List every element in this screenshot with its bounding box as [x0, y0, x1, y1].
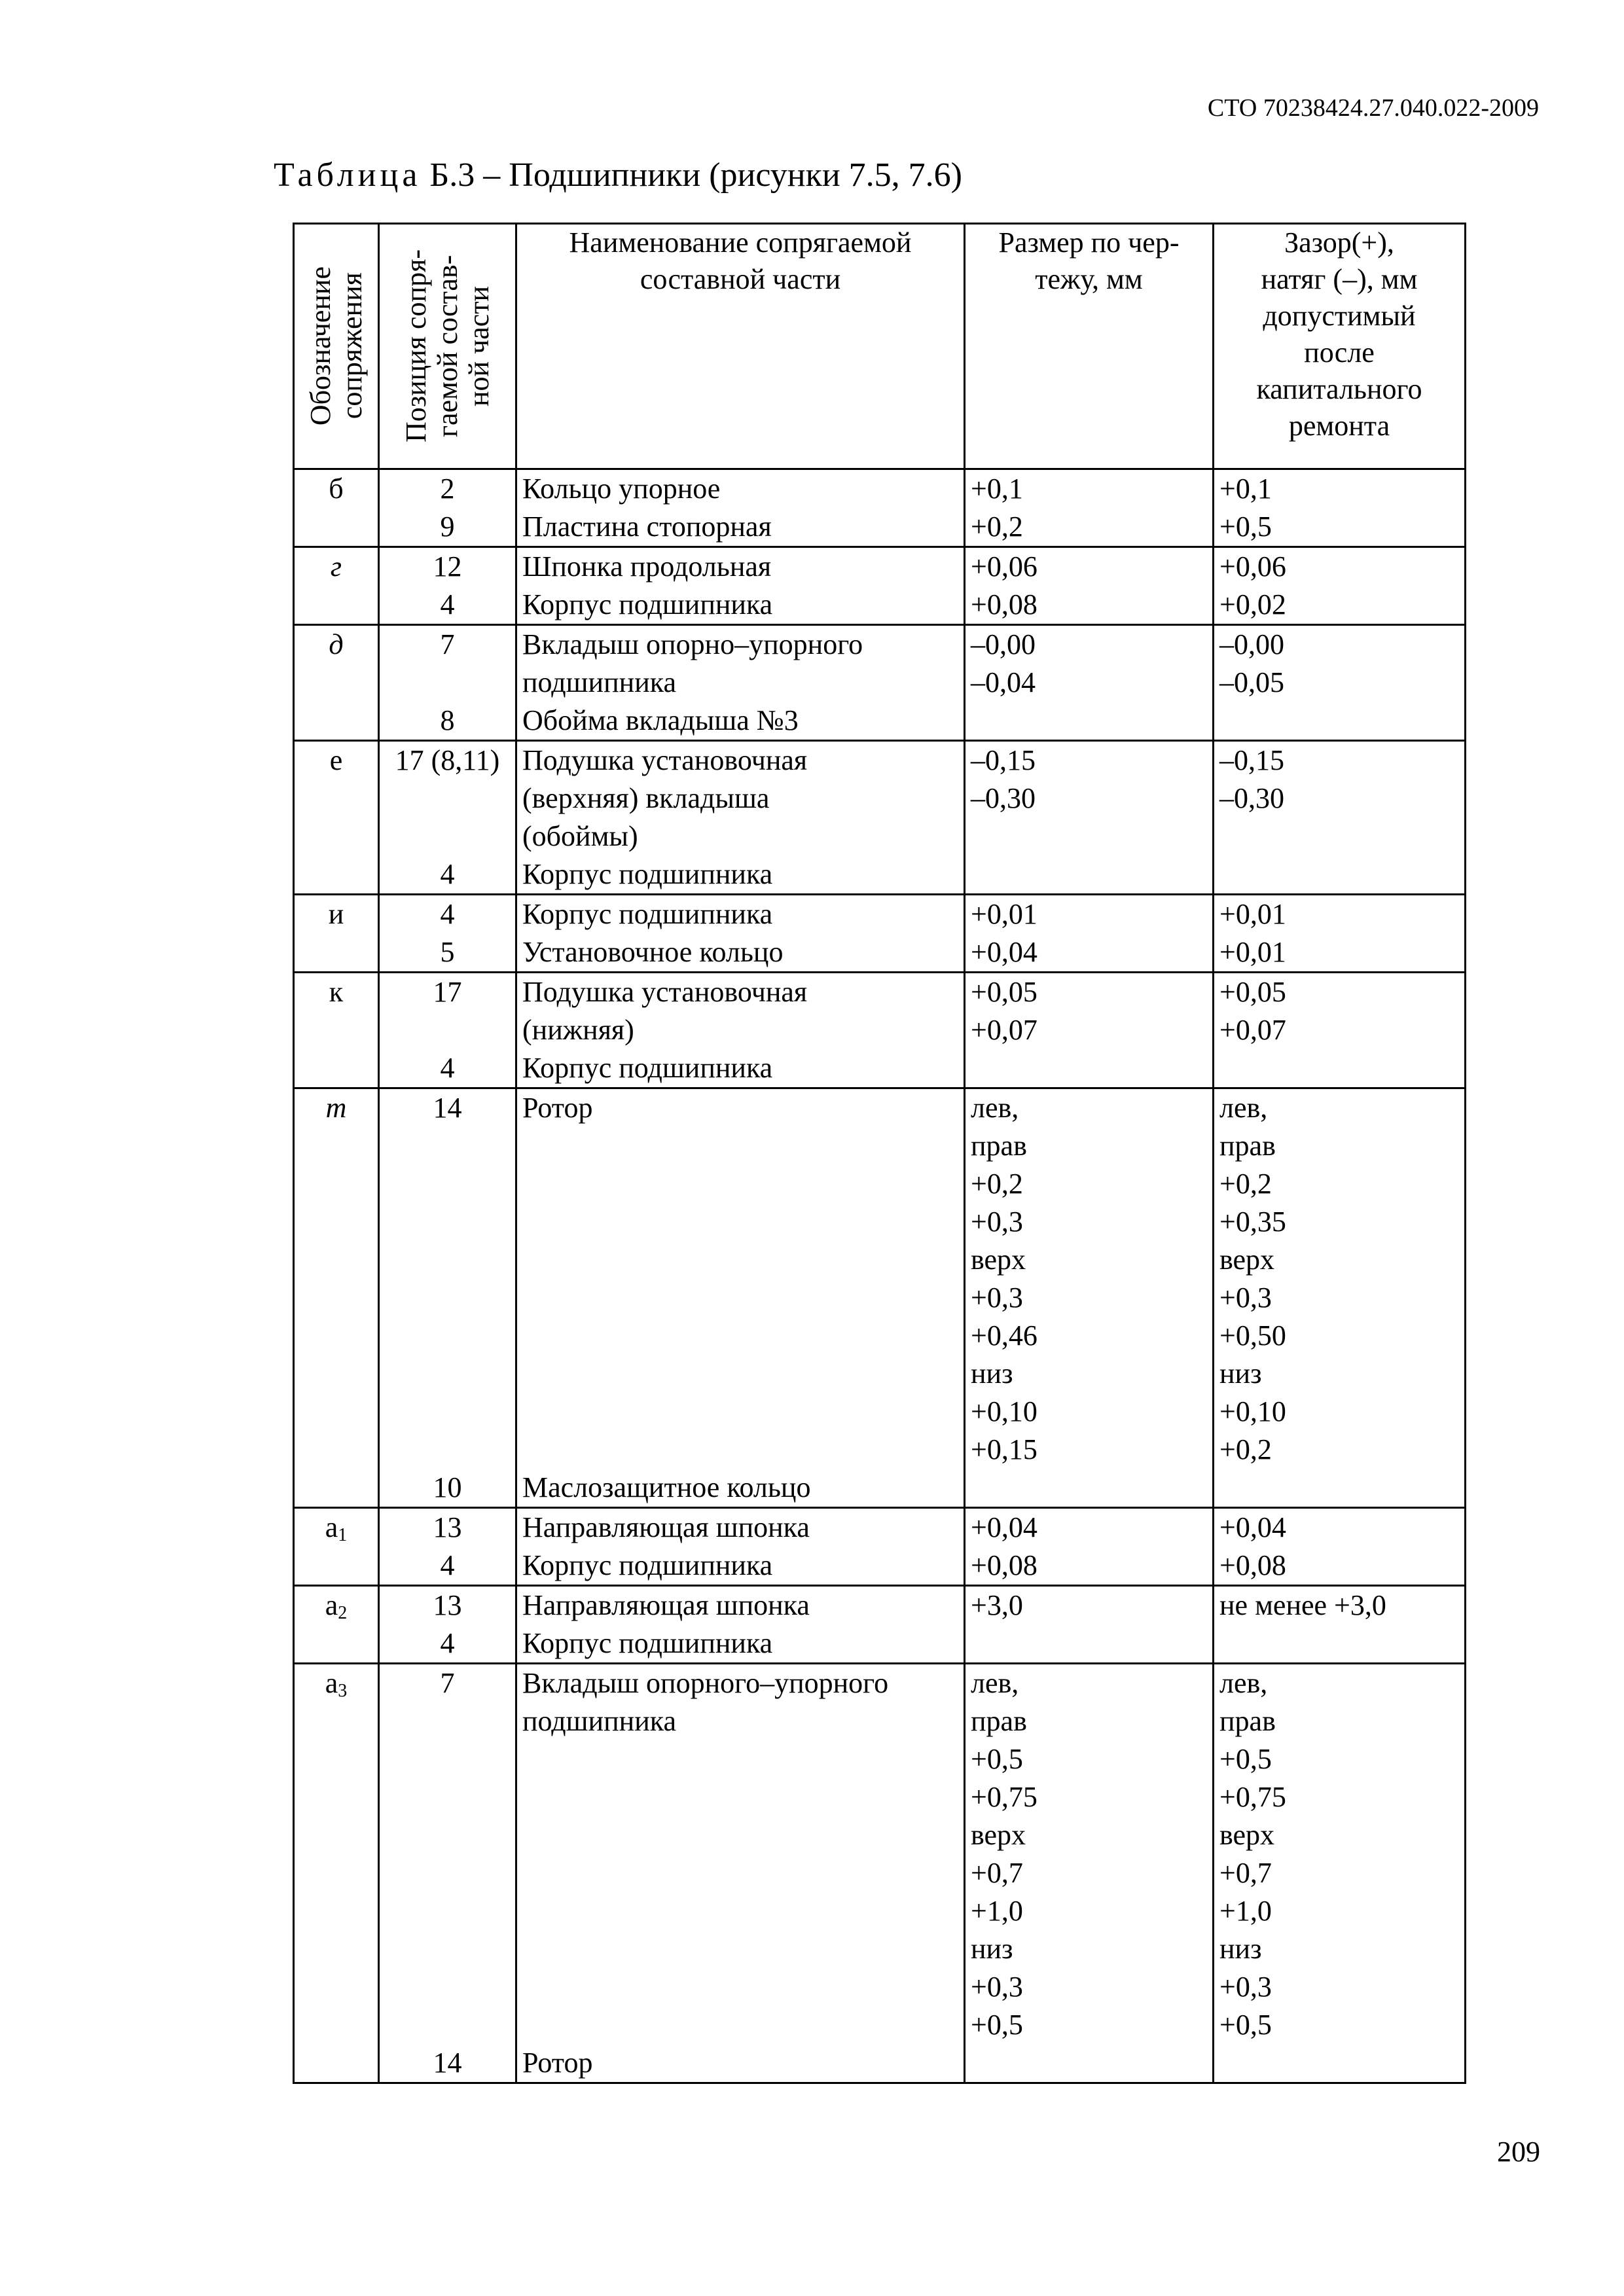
designation-subscript: 1	[338, 1525, 348, 1545]
cell-name	[516, 1586, 965, 1664]
name-line: Пластина стопорная	[522, 511, 772, 543]
clearance-value: +0,5	[1219, 1743, 1272, 1775]
position-line	[380, 1854, 515, 1892]
clearance-value: +0,3	[1219, 1971, 1272, 2003]
position-line	[380, 780, 515, 817]
cell-designation	[294, 1508, 379, 1586]
document-code: СТО 70238424.27.040.022-2009	[1207, 94, 1539, 122]
size-value: +0,04	[971, 1511, 1038, 1543]
position-line	[380, 1930, 515, 1968]
name-line: (нижняя)	[522, 1014, 634, 1046]
name-line: Подушка установочная	[522, 744, 808, 776]
clearance-value: +0,2	[1219, 1433, 1272, 1465]
name-line: Корпус подшипника	[522, 588, 773, 620]
cell-position	[379, 1088, 516, 1508]
cell-size	[965, 895, 1214, 973]
cell-name	[516, 1508, 965, 1586]
clearance-value: +0,01	[1219, 898, 1286, 930]
table-row	[294, 547, 1466, 625]
designation-subscript: 3	[338, 1681, 348, 1701]
name-line	[522, 1778, 964, 1816]
clearance-value: +0,08	[1219, 1549, 1286, 1581]
table-row	[294, 1508, 1466, 1586]
header-size-line: Размер по чер-	[998, 226, 1180, 259]
designation-text: $а_1$	[325, 1511, 348, 1545]
clearance-value: –0,30	[1219, 782, 1284, 814]
header-position-line: Позиция сопря-	[399, 249, 432, 443]
clearance-value: +0,5	[1219, 511, 1272, 543]
name-line	[522, 1165, 964, 1203]
position-line: 5	[440, 936, 455, 968]
cell-name	[516, 895, 965, 973]
clearance-value: не менее +3,0	[1219, 1589, 1386, 1621]
position-line: 2	[440, 473, 455, 505]
position-line	[380, 1011, 515, 1049]
cell-clearance	[1214, 895, 1466, 973]
position-line: 9	[440, 511, 455, 543]
cell-clearance	[1214, 973, 1466, 1088]
cell-position	[379, 1664, 516, 2083]
size-value: +0,2	[971, 511, 1023, 543]
header-clearance-line: Зазор(+),	[1284, 226, 1394, 259]
header-name	[516, 224, 965, 469]
size-value: –0,15	[971, 744, 1036, 776]
cell-name	[516, 1088, 965, 1508]
header-designation-line: Обозначение	[304, 266, 336, 426]
position-line: 13	[433, 1589, 462, 1621]
clearance-value: +0,02	[1219, 588, 1286, 620]
name-line	[522, 1279, 964, 1317]
name-line: Корпус подшипника	[522, 898, 773, 930]
header-clearance	[1214, 224, 1466, 469]
clearance-value: +0,07	[1219, 1014, 1286, 1046]
cell-name	[516, 625, 965, 741]
clearance-value: прав	[1219, 1130, 1276, 1162]
name-line: Направляющая шпонка	[522, 1511, 810, 1543]
position-line: 4	[440, 1549, 455, 1581]
cell-designation	[294, 625, 379, 741]
cell-designation	[294, 973, 379, 1088]
cell-designation	[294, 547, 379, 625]
cell-clearance	[1214, 741, 1466, 895]
size-value: +0,3	[971, 1206, 1023, 1238]
name-line: Обойма вкладыша №3	[522, 704, 799, 736]
clearance-value: низ	[1219, 1357, 1262, 1390]
cell-size	[965, 741, 1214, 895]
clearance-value: низ	[1219, 1933, 1262, 1965]
table-row	[294, 895, 1466, 973]
size-value: верх	[971, 1819, 1026, 1851]
cell-designation	[294, 469, 379, 547]
header-size	[965, 224, 1214, 469]
cell-designation	[294, 1088, 379, 1508]
cell-size	[965, 1508, 1214, 1586]
position-line: 7	[440, 628, 455, 660]
table-title-label: Таблица	[274, 156, 422, 194]
clearance-value: +0,1	[1219, 473, 1272, 505]
size-value: +0,2	[971, 1168, 1023, 1200]
name-line: Вкладыш опорно–упорного	[522, 628, 863, 660]
table-title-text: Б.3 – Подшипники (рисунки 7.5, 7.6)	[421, 156, 962, 194]
position-line: 17	[433, 976, 462, 1008]
cell-clearance	[1214, 625, 1466, 741]
clearance-value: лев,	[1219, 1092, 1268, 1124]
table-row	[294, 741, 1466, 895]
position-line: 8	[440, 704, 455, 736]
designation-text: г	[330, 550, 342, 583]
table-row	[294, 1664, 1466, 2083]
name-line: Корпус подшипника	[522, 1627, 773, 1659]
name-line	[522, 2006, 964, 2044]
name-line: Направляющая шпонка	[522, 1589, 810, 1621]
cell-position	[379, 741, 516, 895]
cell-position	[379, 547, 516, 625]
clearance-value: +0,3	[1219, 1282, 1272, 1314]
table-row	[294, 973, 1466, 1088]
cell-designation	[294, 741, 379, 895]
name-line: Ротор	[522, 2047, 593, 2079]
position-line	[380, 1317, 515, 1355]
size-value: +3,0	[971, 1589, 1023, 1621]
position-line	[380, 1241, 515, 1279]
cell-clearance	[1214, 1088, 1466, 1508]
size-value: +1,0	[971, 1895, 1023, 1927]
name-line: Маслозащитное кольцо	[522, 1471, 811, 1503]
name-line	[522, 1968, 964, 2006]
name-line: Шпонка продольная	[522, 550, 772, 583]
name-line: (обоймы)	[522, 820, 638, 852]
position-line: 17 (8,11)	[395, 744, 500, 776]
designation-text: m	[325, 1092, 347, 1124]
size-value: +0,75	[971, 1781, 1038, 1813]
designation-text: д	[329, 628, 344, 660]
header-position-line: гаемой состав-	[431, 255, 463, 438]
size-value: –0,04	[971, 666, 1036, 698]
table-row	[294, 625, 1466, 741]
cell-position	[379, 1508, 516, 1586]
designation-text: е	[329, 744, 343, 776]
position-line	[380, 1127, 515, 1165]
position-line	[380, 1702, 515, 1740]
clearance-value: прав	[1219, 1705, 1276, 1737]
header-name-line: Наименование сопрягаемой	[569, 226, 912, 259]
name-line	[522, 1317, 964, 1355]
cell-name	[516, 469, 965, 547]
name-line: Подушка установочная	[522, 976, 808, 1008]
name-line: Вкладыш опорного–упорного	[522, 1667, 889, 1699]
header-position-line: ной части	[462, 285, 495, 407]
table-row	[294, 1088, 1466, 1508]
size-value: низ	[971, 1357, 1013, 1390]
size-value: +0,08	[971, 1549, 1038, 1581]
clearance-value: верх	[1219, 1819, 1275, 1851]
name-line: подшипника	[522, 666, 676, 698]
size-value: +0,3	[971, 1282, 1023, 1314]
size-value: прав	[971, 1705, 1027, 1737]
cell-size	[965, 1586, 1214, 1664]
name-line	[522, 1930, 964, 1968]
cell-size	[965, 469, 1214, 547]
position-line: 4	[440, 1627, 455, 1659]
header-designation-line: сопряжения	[335, 273, 368, 420]
cell-designation	[294, 895, 379, 973]
clearance-value: +0,06	[1219, 550, 1286, 583]
clearance-value: +0,04	[1219, 1511, 1286, 1543]
clearance-value: лев,	[1219, 1667, 1268, 1699]
name-line	[522, 1892, 964, 1930]
header-clearance-line: ремонта	[1288, 410, 1390, 442]
cell-size	[965, 1088, 1214, 1508]
name-line: Установочное кольцо	[522, 936, 784, 968]
cell-position	[379, 469, 516, 547]
cell-clearance	[1214, 1508, 1466, 1586]
clearance-value: –0,05	[1219, 666, 1284, 698]
cell-position	[379, 625, 516, 741]
position-line	[380, 1968, 515, 2006]
position-line: 4	[440, 588, 455, 620]
position-line	[380, 817, 515, 855]
position-line	[380, 664, 515, 702]
bearings-table	[293, 223, 1466, 2084]
table-header-row	[294, 224, 1466, 469]
designation-text: к	[329, 976, 344, 1008]
position-line: 14	[433, 2047, 462, 2079]
clearance-value: –0,15	[1219, 744, 1284, 776]
size-value: –0,00	[971, 628, 1036, 660]
name-line	[522, 1740, 964, 1778]
position-line: 4	[440, 898, 455, 930]
cell-size	[965, 547, 1214, 625]
size-value: +0,10	[971, 1395, 1038, 1427]
header-size-line: тежу, мм	[1035, 263, 1143, 295]
cell-designation	[294, 1664, 379, 2083]
table-row	[294, 1586, 1466, 1664]
size-value: низ	[971, 1933, 1013, 1965]
clearance-value: –0,00	[1219, 628, 1284, 660]
position-line	[380, 1203, 515, 1241]
table-row	[294, 469, 1466, 547]
size-value: прав	[971, 1130, 1027, 1162]
size-value: +0,5	[971, 1743, 1023, 1775]
header-designation	[294, 224, 379, 469]
size-value: +0,05	[971, 976, 1038, 1008]
name-line: Корпус подшипника	[522, 1052, 773, 1084]
cell-position	[379, 895, 516, 973]
cell-clearance	[1214, 1664, 1466, 2083]
size-value: лев,	[971, 1667, 1019, 1699]
name-line	[522, 1355, 964, 1393]
designation-text: б	[329, 473, 344, 505]
cell-clearance	[1214, 469, 1466, 547]
clearance-value: +0,10	[1219, 1395, 1286, 1427]
header-clearance-line: капитального	[1256, 373, 1422, 405]
clearance-value: +0,01	[1219, 936, 1286, 968]
name-line	[522, 1431, 964, 1469]
clearance-value: +0,05	[1219, 976, 1286, 1008]
header-position	[379, 224, 516, 469]
name-line: подшипника	[522, 1705, 676, 1737]
table-title	[274, 156, 962, 194]
size-value: лев,	[971, 1092, 1019, 1124]
name-line: Ротор	[522, 1092, 593, 1124]
cell-clearance	[1214, 1586, 1466, 1664]
position-line	[380, 1740, 515, 1778]
position-line	[380, 2006, 515, 2044]
size-value: +0,06	[971, 550, 1038, 583]
size-value: +0,3	[971, 1971, 1023, 2003]
cell-name	[516, 741, 965, 895]
cell-clearance	[1214, 547, 1466, 625]
size-value: +0,46	[971, 1319, 1038, 1352]
designation-text: $а_3$	[325, 1667, 348, 1701]
name-line: (верхняя) вкладыша	[522, 782, 770, 814]
position-line	[380, 1816, 515, 1854]
clearance-value: +0,35	[1219, 1206, 1286, 1238]
clearance-value: +0,50	[1219, 1319, 1286, 1352]
position-line	[380, 1892, 515, 1930]
designation-text: $а_2$	[325, 1589, 348, 1623]
cell-position	[379, 973, 516, 1088]
position-line: 13	[433, 1511, 462, 1543]
clearance-value: +0,75	[1219, 1781, 1286, 1813]
position-line	[380, 1393, 515, 1431]
designation-text: и	[328, 898, 344, 930]
name-line	[522, 1393, 964, 1431]
size-value: +0,5	[971, 2009, 1023, 2041]
cell-position	[379, 1586, 516, 1664]
position-line	[380, 1778, 515, 1816]
header-clearance-line: после	[1304, 336, 1375, 368]
position-line	[380, 1431, 515, 1469]
position-line: 14	[433, 1092, 462, 1124]
cell-name	[516, 973, 965, 1088]
size-value: +0,7	[971, 1857, 1023, 1889]
name-line	[522, 1127, 964, 1165]
position-line	[380, 1355, 515, 1393]
position-line: 7	[440, 1667, 455, 1699]
size-value: +0,04	[971, 936, 1038, 968]
position-line: 4	[440, 858, 455, 890]
name-line	[522, 1816, 964, 1854]
cell-name	[516, 1664, 965, 2083]
name-line: Корпус подшипника	[522, 1549, 773, 1581]
header-clearance-line: допустимый	[1263, 300, 1416, 332]
name-line	[522, 1241, 964, 1279]
cell-size	[965, 625, 1214, 741]
position-line	[380, 1165, 515, 1203]
size-value: +0,1	[971, 473, 1023, 505]
cell-size	[965, 1664, 1214, 2083]
size-value: верх	[971, 1244, 1026, 1276]
clearance-value: +1,0	[1219, 1895, 1272, 1927]
page-number: 209	[1497, 2136, 1540, 2168]
clearance-value: +0,5	[1219, 2009, 1272, 2041]
size-value: +0,07	[971, 1014, 1038, 1046]
position-line: 12	[433, 550, 462, 583]
name-line	[522, 1203, 964, 1241]
clearance-value: верх	[1219, 1244, 1275, 1276]
name-line	[522, 1854, 964, 1892]
header-clearance-line: натяг (–), мм	[1261, 263, 1418, 295]
size-value: +0,08	[971, 588, 1038, 620]
position-line: 10	[433, 1471, 462, 1503]
position-line	[380, 1279, 515, 1317]
cell-size	[965, 973, 1214, 1088]
clearance-value: +0,2	[1219, 1168, 1272, 1200]
size-value: –0,30	[971, 782, 1036, 814]
name-line: Кольцо упорное	[522, 473, 721, 505]
cell-designation	[294, 1586, 379, 1664]
designation-subscript: 2	[338, 1603, 348, 1623]
clearance-value: +0,7	[1219, 1857, 1272, 1889]
cell-name	[516, 547, 965, 625]
position-line: 4	[440, 1052, 455, 1084]
header-name-line: составной части	[640, 263, 841, 295]
size-value: +0,01	[971, 898, 1038, 930]
name-line: Корпус подшипника	[522, 858, 773, 890]
size-value: +0,15	[971, 1433, 1038, 1465]
